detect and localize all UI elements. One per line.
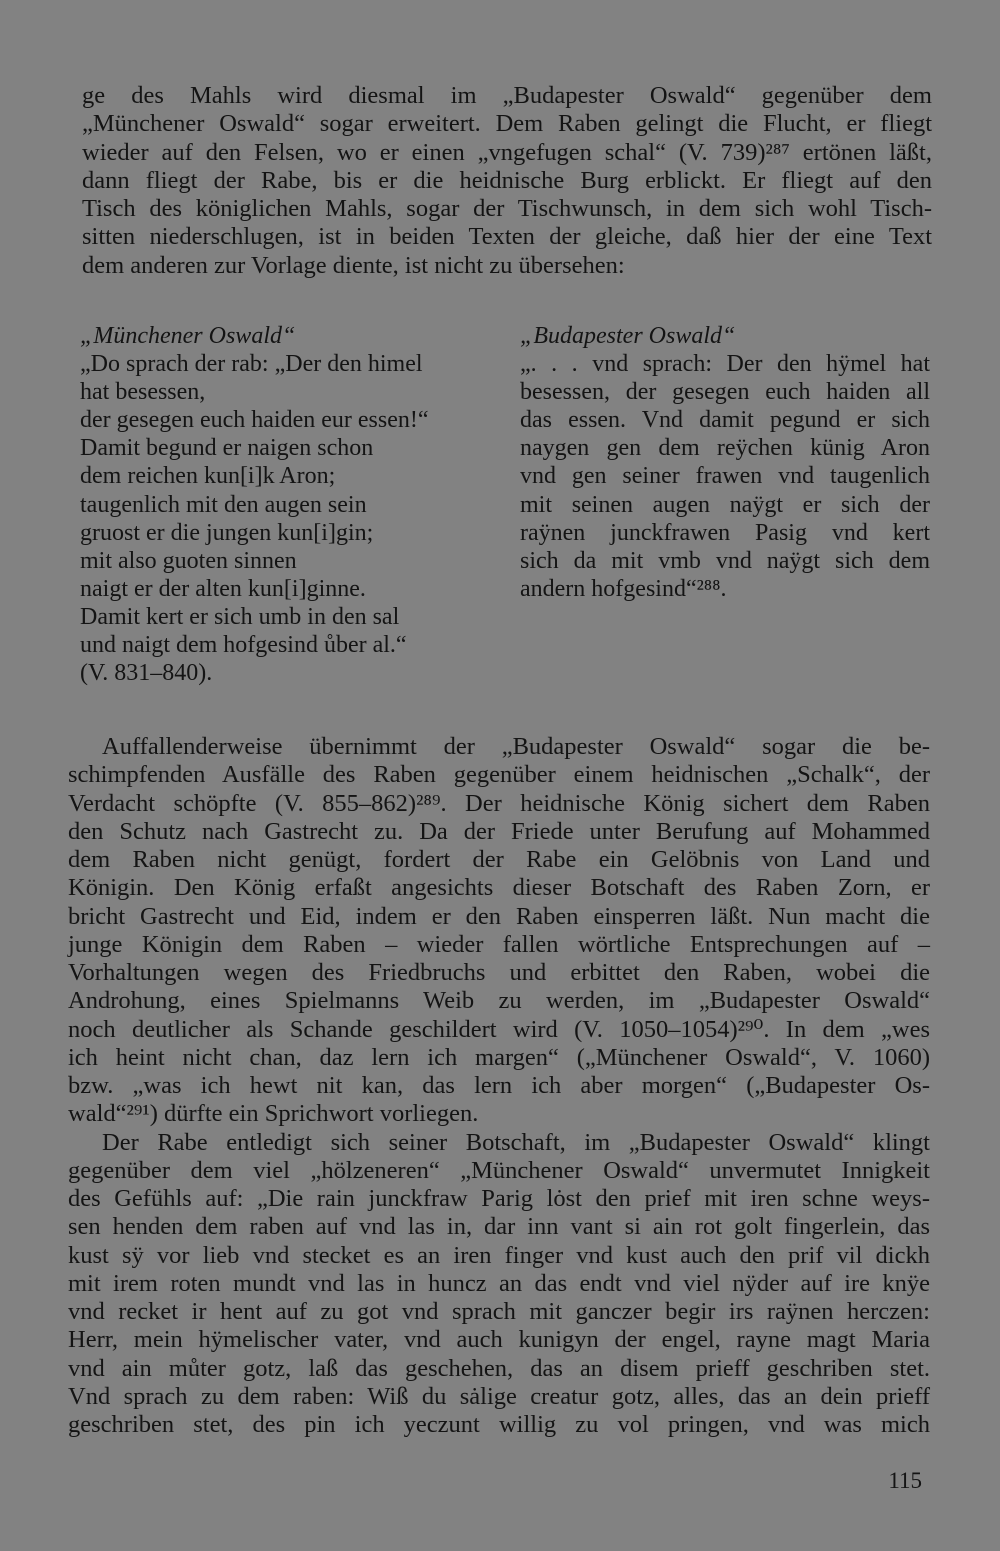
quote-line: naigt er der alten kun[i]ginne.: [80, 575, 366, 602]
text-line: vnd ain můter gotz, laß das geschehen, das an disem prieff geschriben stet.: [68, 1354, 930, 1382]
body-paragraphs: [68, 733, 930, 1439]
text-line: bzw. „was ich hewt nit kan, das lern ich aber morgen“ („Budapester Os-: [68, 1072, 930, 1099]
quote-line: gruost er die jungen kun[i]gin;: [80, 519, 374, 546]
page-number: 115: [888, 1468, 922, 1493]
quote-line: vnd gen seiner frawen vnd taugenlich: [520, 463, 930, 490]
quote-line: mit seinen augen naÿgt er sich der: [520, 491, 930, 518]
quote-column-muenchener: [80, 322, 480, 687]
text-line: wald“²⁹¹) dürfte ein Sprichwort vorliegen.: [68, 1100, 479, 1128]
text-line: noch deutlicher als Schande geschildert wird (V. 1050–1054)²⁹⁰. In dem „wes: [68, 1015, 930, 1043]
column-title: „Münchener Oswald“: [80, 323, 296, 349]
text-line: des Gefühls auf: „Die rain junckfraw Parig lȯst den prief mit iren schne weys-: [68, 1185, 930, 1212]
quote-line: hat besessen,: [80, 379, 206, 406]
text-line: Vorhaltungen wegen des Friedbruchs und erbittet den Raben, wobei die: [68, 959, 930, 986]
quote-line: andern hofgesind“²⁸⁸.: [520, 575, 727, 602]
quote-line: sich da mit vmb vnd naÿgt sich dem: [520, 547, 930, 574]
intro-paragraph: [82, 82, 932, 280]
text-line: kust sÿ vor lieb vnd stecket es an iren finger vnd kust auch den prif vil dickh: [68, 1241, 930, 1269]
quote-line: dem reichen kun[i]k Aron;: [80, 463, 336, 490]
text-line: Königin. Den König erfaßt angesichts dieser Botschaft des Raben Zorn, er: [68, 874, 930, 902]
quote-column-budapester: [520, 322, 930, 603]
quote-line: Damit begund er naigen schon: [80, 435, 374, 462]
quote-line: besessen, der gesegen euch haiden all: [520, 379, 930, 406]
quote-line: Damit kert er sich umb in den sal: [80, 603, 400, 630]
text-line: Tisch des königlichen Mahls, sogar der Tischwunsch, in dem sich wohl Tisch-: [82, 195, 932, 223]
text-line: Verdacht schöpfte (V. 855–862)²⁸⁹. Der heidnische König sichert dem Raben: [68, 789, 930, 817]
quote-line: (V. 831–840).: [80, 660, 213, 687]
text-line: sen henden dem raben auf vnd las in, dar inn vant si ain rot golt fingerlein, das: [68, 1213, 930, 1241]
quote-line: mit also guoten sinnen: [80, 547, 297, 574]
text-line: sitten niederschlugen, ist in beiden Texten der gleiche, daß hier der eine Text: [82, 223, 932, 251]
quote-line: naygen gen dem reÿchen künig Aron: [520, 435, 930, 462]
text-line: Der Rabe entledigt sich seiner Botschaft, im „Budapester Oswald“ klingt: [102, 1128, 930, 1156]
text-line: dem anderen zur Vorlage diente, ist nicht zu übersehen:: [82, 251, 625, 279]
quote-line: und naigt dem hofgesind ůber al.“: [80, 632, 407, 659]
text-line: Herr, mein hÿmelischer vater, vnd auch kunigyn der engel, rayne magt Maria: [68, 1326, 930, 1354]
text-line: Auffallenderweise übernimmt der „Budapester Oswald“ sogar die be-: [102, 733, 930, 760]
text-line: ich heint nicht chan, daz lern ich margen“ („Münchener Oswald“, V. 1060): [68, 1043, 930, 1071]
text-line: vnd recket ir hent auf zu got vnd sprach mit ganczer begir irs raÿnen herczen:: [68, 1298, 930, 1325]
quote-line: taugenlich mit den augen sein: [80, 491, 367, 518]
text-line: bricht Gastrecht und Eid, indem er den Raben einsperren läßt. Nun macht die: [68, 902, 930, 930]
text-line: dem Raben nicht genügt, fordert der Rabe ein Gelöbnis von Land und: [68, 846, 930, 873]
quote-line: das essen. Vnd damit pegund er sich: [520, 407, 930, 434]
text-line: mit irem roten mundt vnd las in huncz an das endt vnd viel nÿder auf ire knÿe: [68, 1269, 930, 1297]
text-line: ge des Mahls wird diesmal im „Budapester Oswald“ gegenüber dem: [82, 82, 932, 109]
quote-line: raÿnen junckfrawen Pasig vnd kert: [520, 519, 930, 546]
text-line: Vnd sprach zu dem raben: Wiß du sȧlige creatur gotz, alles, das an dein prieff: [68, 1382, 930, 1410]
text-line: Androhung, eines Spielmanns Weib zu werden, im „Budapester Oswald“: [68, 987, 930, 1015]
text-line: wieder auf den Felsen, wo er einen „vngefugen schal“ (V. 739)²⁸⁷ ertönen läßt,: [82, 138, 932, 166]
quote-line: der gesegen euch haiden eur essen!“: [80, 407, 429, 434]
text-line: „Münchener Oswald“ sogar erweitert. Dem Raben gelingt die Flucht, er fliegt: [82, 110, 932, 138]
quote-line: „Do sprach der rab: „Der den himel: [80, 351, 423, 378]
text-line: geschriben stet, des pin ich yeczunt willig zu vol pringen, vnd was mich: [68, 1411, 930, 1438]
text-line: dann fliegt der Rabe, bis er die heidnische Burg erblickt. Er fliegt auf den: [82, 166, 932, 194]
text-line: den Schutz nach Gastrecht zu. Da der Friede unter Berufung auf Mohammed: [68, 817, 930, 845]
column-title: „Budapester Oswald“: [520, 323, 736, 349]
quote-line: „. . . vnd sprach: Der den hÿmel hat: [520, 351, 930, 378]
text-line: junge Königin dem Raben – wieder fallen wörtliche Entsprechungen auf –: [68, 930, 930, 958]
text-line: schimpfenden Ausfälle des Raben gegenüber einem heidnischen „Schalk“, der: [68, 761, 930, 789]
text-line: gegenüber dem viel „hölzeneren“ „Münchener Oswald“ unvermutet Innigkeit: [68, 1156, 930, 1184]
